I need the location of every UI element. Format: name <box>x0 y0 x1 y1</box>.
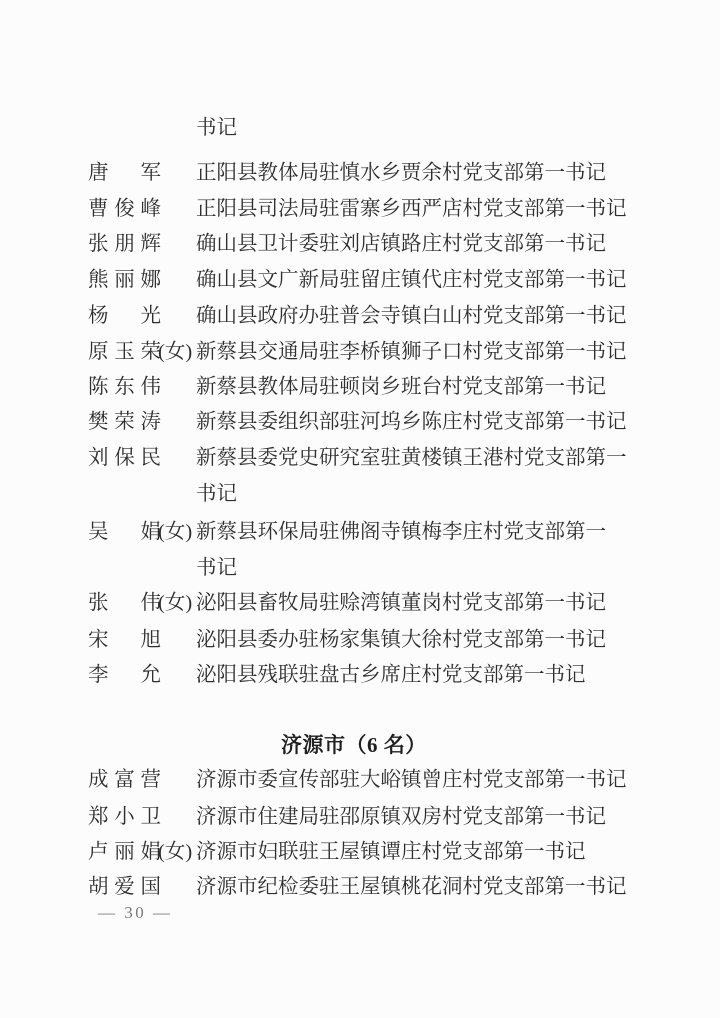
position-title: 新蔡县委党史研究室驻黄楼镇王港村党支部第一 书记 <box>196 447 627 505</box>
person-name: 唐 军 <box>88 162 161 184</box>
person-name: 宋 旭 <box>88 629 161 651</box>
position-title: 新蔡县环保局驻佛阁寺镇梅李庄村党支部第一 书记 <box>196 521 606 579</box>
person-name: 成富营 <box>88 769 161 791</box>
person-name: 熊丽娜 <box>88 269 161 291</box>
person-name: 吴 娟 <box>88 521 161 543</box>
position-title: 新蔡县委组织部驻河坞乡陈庄村党支部第一书记 <box>196 411 627 433</box>
person-name: 郑小卫 <box>88 806 161 828</box>
gender-suffix: (女) <box>158 592 193 614</box>
person-name: 张朋辉 <box>88 233 161 255</box>
person-name: 原玉荣 <box>88 341 161 363</box>
position-title: 济源市妇联驻王屋镇谭庄村党支部第一书记 <box>196 841 586 863</box>
position-title: 确山县政府办驻普会寺镇白山村党支部第一书记 <box>196 305 627 327</box>
person-name: 陈东伟 <box>88 376 161 398</box>
section-heading: 济源市（6 名） <box>281 733 427 757</box>
position-title: 正阳县教体局驻慎水乡贾余村党支部第一书记 <box>196 162 606 184</box>
person-name: 刘保民 <box>88 447 161 469</box>
position-title: 确山县文广新局驻留庄镇代庄村党支部第一书记 <box>196 269 627 291</box>
position-title: 泌阳县畜牧局驻赊湾镇董岗村党支部第一书记 <box>196 592 606 614</box>
person-name: 曹俊峰 <box>88 198 161 220</box>
person-name: 卢丽娟 <box>88 841 161 863</box>
gender-suffix: (女) <box>158 841 193 863</box>
person-name: 樊荣涛 <box>88 411 161 433</box>
position-title: 正阳县司法局驻雷寨乡西严店村党支部第一书记 <box>196 198 627 220</box>
page-number: — 30 — <box>98 903 173 922</box>
person-name: 李 允 <box>88 664 161 686</box>
position-title: 泌阳县残联驻盘古乡席庄村党支部第一书记 <box>196 664 586 686</box>
person-name: 杨 光 <box>88 305 161 327</box>
position-title: 济源市纪检委驻王屋镇桃花洞村党支部第一书记 <box>196 876 627 898</box>
position-title: 确山县卫计委驻刘店镇路庄村党支部第一书记 <box>196 233 606 255</box>
gender-suffix: (女) <box>158 521 193 543</box>
position-title: 济源市委宣传部驻大峪镇曾庄村党支部第一书记 <box>196 769 627 791</box>
person-name: 胡爱国 <box>88 876 161 898</box>
position-title: 济源市住建局驻邵原镇双房村党支部第一书记 <box>196 806 606 828</box>
gender-suffix: (女) <box>158 341 193 363</box>
continuation-text: 书记 <box>196 117 237 139</box>
position-title: 泌阳县委办驻杨家集镇大徐村党支部第一书记 <box>196 629 606 651</box>
person-name: 张 伟 <box>88 592 161 614</box>
position-title: 新蔡县交通局驻李桥镇狮子口村党支部第一书记 <box>196 341 627 363</box>
position-title: 新蔡县教体局驻顿岗乡班台村党支部第一书记 <box>196 376 606 398</box>
